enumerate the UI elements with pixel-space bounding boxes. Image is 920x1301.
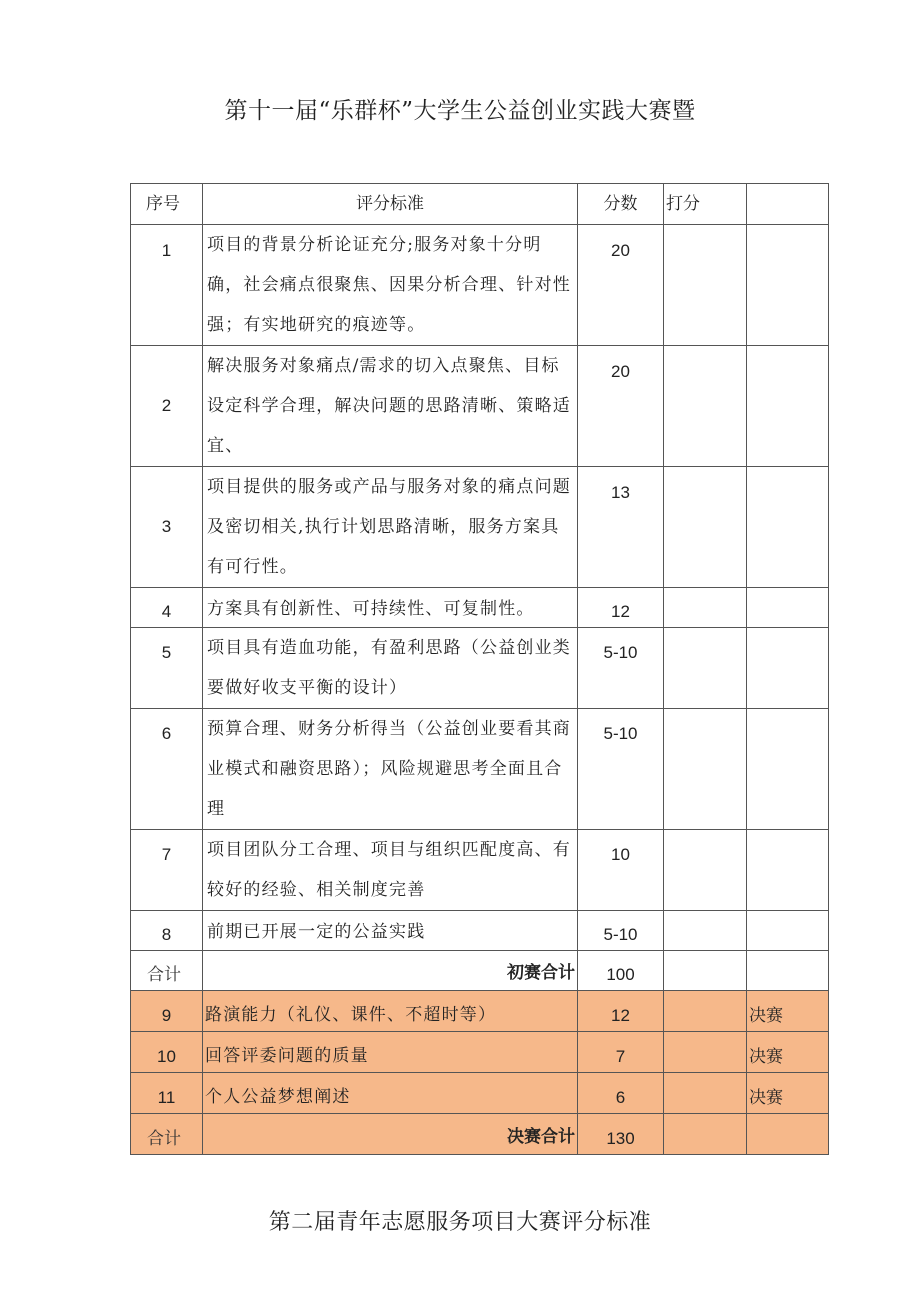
row-score: 12 — [578, 991, 664, 1032]
row-note — [747, 628, 829, 709]
subtotal-score: 130 — [578, 1114, 664, 1155]
scoring-table — [130, 183, 829, 1155]
row-criteria: 回答评委问题的质量 — [203, 1032, 578, 1073]
row-seq: 10 — [131, 1032, 203, 1073]
subtotal-final-row — [131, 1114, 829, 1155]
row-mark[interactable] — [664, 628, 747, 709]
subtotal-name: 决赛合计 — [203, 1114, 578, 1155]
row-criteria: 项目提供的服务或产品与服务对象的痛点问题及密切相关,执行计划思路清晰，服务方案具有可行性。 — [203, 467, 578, 588]
table-row — [131, 991, 829, 1032]
subtotal-note — [747, 1114, 829, 1155]
row-note — [747, 830, 829, 911]
row-note — [747, 588, 829, 628]
table-row — [131, 346, 829, 467]
subtotal-prelim-row — [131, 951, 829, 991]
row-seq: 4 — [131, 588, 203, 628]
subtotal-score: 100 — [578, 951, 664, 991]
row-mark[interactable] — [664, 709, 747, 830]
header-seq: 序号 — [131, 184, 203, 225]
row-criteria: 项目团队分工合理、项目与组织匹配度高、有较好的经验、相关制度完善 — [203, 830, 578, 911]
table-header-row — [131, 184, 829, 225]
row-note — [747, 467, 829, 588]
row-mark[interactable] — [664, 1073, 747, 1114]
header-mark: 打分 — [664, 184, 747, 225]
row-criteria: 路演能力（礼仪、课件、不超时等） — [203, 991, 578, 1032]
row-note: 决赛 — [747, 991, 829, 1032]
subtotal-label: 合计 — [131, 1114, 203, 1155]
row-seq: 2 — [131, 346, 203, 467]
row-criteria: 项目的背景分析论证充分;服务对象十分明确，社会痛点很聚焦、因果分析合理、针对性强；有实地研究的痕迹等。 — [203, 225, 578, 346]
row-seq: 6 — [131, 709, 203, 830]
row-criteria: 前期已开展一定的公益实践 — [203, 911, 578, 951]
document-title: 第十一届“乐群杯”大学生公益创业实践大赛暨 — [224, 98, 696, 124]
row-score: 13 — [578, 467, 664, 588]
row-score: 5-10 — [578, 709, 664, 830]
table-row — [131, 830, 829, 911]
row-criteria: 解决服务对象痛点/需求的切入点聚焦、目标设定科学合理，解决问题的思路清晰、策略适宜、 — [203, 346, 578, 467]
row-mark[interactable] — [664, 830, 747, 911]
table-row — [131, 1073, 829, 1114]
row-note: 决赛 — [747, 1032, 829, 1073]
row-mark[interactable] — [664, 467, 747, 588]
table-row — [131, 628, 829, 709]
row-mark[interactable] — [664, 225, 747, 346]
row-note — [747, 225, 829, 346]
row-note — [747, 346, 829, 467]
row-mark[interactable] — [664, 1032, 747, 1073]
row-note: 决赛 — [747, 1073, 829, 1114]
row-score: 12 — [578, 588, 664, 628]
row-mark[interactable] — [664, 588, 747, 628]
row-mark[interactable] — [664, 991, 747, 1032]
header-score: 分数 — [578, 184, 664, 225]
table-row — [131, 911, 829, 951]
subtotal-note — [747, 951, 829, 991]
row-score: 6 — [578, 1073, 664, 1114]
row-seq: 9 — [131, 991, 203, 1032]
table-row — [131, 225, 829, 346]
row-note — [747, 709, 829, 830]
header-note — [747, 184, 829, 225]
header-criteria: 评分标准 — [203, 184, 578, 225]
subtotal-mark[interactable] — [664, 951, 747, 991]
table-row — [131, 1032, 829, 1073]
section-title: 第二届青年志愿服务项目大赛评分标准 — [268, 1210, 652, 1235]
table-row — [131, 467, 829, 588]
row-score: 10 — [578, 830, 664, 911]
row-seq: 3 — [131, 467, 203, 588]
row-seq: 8 — [131, 911, 203, 951]
row-score: 7 — [578, 1032, 664, 1073]
row-criteria: 个人公益梦想阐述 — [203, 1073, 578, 1114]
table-row — [131, 709, 829, 830]
row-criteria: 预算合理、财务分析得当（公益创业要看其商业模式和融资思路）；风险规避思考全面且合理 — [203, 709, 578, 830]
row-criteria: 项目具有造血功能，有盈利思路（公益创业类要做好收支平衡的设计） — [203, 628, 578, 709]
row-seq: 5 — [131, 628, 203, 709]
row-criteria: 方案具有创新性、可持续性、可复制性。 — [203, 588, 578, 628]
row-seq: 11 — [131, 1073, 203, 1114]
row-mark[interactable] — [664, 346, 747, 467]
table-row — [131, 588, 829, 628]
row-score: 5-10 — [578, 911, 664, 951]
row-mark[interactable] — [664, 911, 747, 951]
row-score: 20 — [578, 225, 664, 346]
row-seq: 1 — [131, 225, 203, 346]
row-score: 20 — [578, 346, 664, 467]
row-note — [747, 911, 829, 951]
subtotal-label: 合计 — [131, 951, 203, 991]
row-score: 5-10 — [578, 628, 664, 709]
subtotal-name: 初赛合计 — [203, 951, 578, 991]
row-seq: 7 — [131, 830, 203, 911]
subtotal-mark[interactable] — [664, 1114, 747, 1155]
